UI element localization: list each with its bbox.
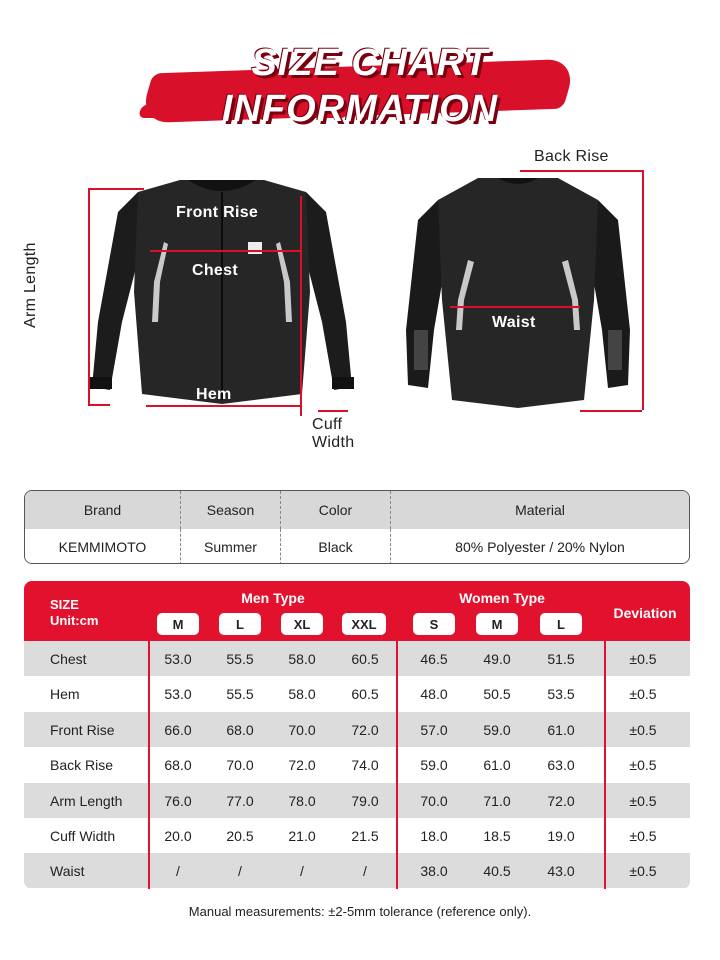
info-header-color: Color — [281, 491, 391, 529]
deviation-cell: ±0.5 — [629, 863, 657, 880]
info-header-season: Season — [181, 491, 281, 529]
info-material: 80% Polyester / 20% Nylon — [455, 539, 625, 555]
women-value-cell: 48.0 — [420, 686, 448, 703]
size-table — [24, 581, 690, 889]
women-value-cell: 51.5 — [547, 651, 575, 667]
table-row — [24, 818, 690, 853]
front-rise-line — [300, 196, 302, 416]
size-unit-label — [50, 597, 98, 629]
waist-label: Waist — [492, 314, 536, 331]
table-row — [24, 783, 690, 818]
size-label: SIZE — [50, 597, 79, 612]
row-label: Waist — [50, 863, 85, 880]
back-rise-bottom — [580, 410, 642, 412]
chest-label: Chest — [192, 262, 238, 279]
info-brand: KEMMIMOTO — [25, 529, 181, 564]
unit-label: Unit:cm — [50, 613, 99, 628]
women-value-cell: 19.0 — [547, 828, 575, 844]
men-value-cell: / — [238, 863, 242, 880]
cuff-width-label-1: Cuff — [312, 416, 343, 433]
men-value-cell: 76.0 — [164, 792, 192, 809]
hem-label: Hem — [196, 386, 232, 403]
row-label: Cuff Width — [50, 828, 116, 844]
men-value-cell: / — [176, 863, 180, 880]
women-type-title: Women Type — [459, 590, 545, 606]
info-season: Summer — [181, 529, 281, 564]
chest-line — [150, 250, 300, 252]
back-rise-label: Back Rise — [534, 148, 609, 165]
men-value-cell: 72.0 — [351, 721, 379, 738]
men-value-cell: 77.0 — [226, 792, 254, 809]
row-label: Hem — [50, 686, 80, 703]
men-value-cell: 55.5 — [226, 686, 254, 703]
women-size-m: M — [476, 613, 518, 635]
row-label: Arm Length — [50, 792, 123, 809]
deviation-cell: ±0.5 — [629, 686, 657, 703]
men-value-cell: 21.5 — [351, 828, 379, 844]
men-value-cell: 58.0 — [288, 651, 316, 667]
hem-line — [146, 405, 300, 407]
cuff-width-line — [318, 410, 348, 412]
back-jacket-image — [398, 170, 638, 410]
title-line-2: INFORMATION — [221, 88, 499, 130]
waist-line — [450, 306, 580, 308]
info-header-material: Material — [515, 502, 565, 518]
arm-length-line — [88, 188, 90, 406]
info-header-row — [25, 491, 689, 529]
men-value-cell: 20.5 — [226, 828, 254, 844]
info-header-brand: Brand — [25, 491, 181, 529]
row-label: Back Rise — [50, 757, 114, 774]
men-value-cell: 58.0 — [288, 686, 316, 703]
deviation-cell: ±0.5 — [629, 828, 657, 844]
deviation-cell: ±0.5 — [629, 792, 657, 809]
men-value-cell: 66.0 — [164, 721, 192, 738]
arm-length-label: Arm Length — [22, 242, 39, 328]
women-value-cell: 43.0 — [547, 863, 575, 880]
deviation-cell: ±0.5 — [629, 757, 657, 774]
table-row — [24, 747, 690, 782]
women-value-cell: 18.5 — [483, 828, 511, 844]
cuff-width-label-2: Width — [312, 434, 355, 451]
men-value-cell: 79.0 — [351, 792, 379, 809]
men-size-xl: XL — [281, 613, 323, 635]
men-value-cell: 20.0 — [164, 828, 192, 844]
women-value-cell: 49.0 — [483, 651, 511, 667]
women-size-l: L — [540, 613, 582, 635]
women-value-cell: 38.0 — [420, 863, 448, 880]
table-row — [24, 641, 690, 676]
men-value-cell: 78.0 — [288, 792, 316, 809]
back-rise-top — [520, 170, 642, 172]
women-value-cell: 50.5 — [483, 686, 511, 703]
back-rise-line — [642, 170, 644, 410]
footnote: Manual measurements: ±2-5mm tolerance (reference only). — [188, 904, 532, 919]
men-value-cell: 70.0 — [288, 721, 316, 738]
women-value-cell: 59.0 — [483, 721, 511, 738]
men-value-cell: 60.5 — [351, 686, 379, 703]
women-value-cell: 40.5 — [483, 863, 511, 880]
deviation-cell: ±0.5 — [629, 651, 657, 667]
divider-men-women — [396, 581, 398, 889]
women-value-cell: 53.5 — [547, 686, 575, 703]
men-value-cell: 60.5 — [351, 651, 379, 667]
row-label: Chest — [50, 651, 87, 667]
deviation-cell: ±0.5 — [629, 721, 657, 738]
men-value-cell: 68.0 — [226, 721, 254, 738]
men-value-cell: / — [363, 863, 367, 880]
table-row — [24, 853, 690, 888]
men-size-l: L — [219, 613, 261, 635]
women-value-cell: 61.0 — [547, 721, 575, 738]
women-value-cell: 71.0 — [483, 792, 511, 809]
size-table-header — [24, 581, 690, 641]
women-value-cell: 46.5 — [420, 651, 448, 667]
men-value-cell: 53.0 — [164, 686, 192, 703]
women-value-cell: 59.0 — [420, 757, 448, 774]
men-type-title: Men Type — [241, 590, 305, 606]
women-value-cell: 63.0 — [547, 757, 575, 774]
women-value-cell: 61.0 — [483, 757, 511, 774]
men-value-cell: 68.0 — [164, 757, 192, 774]
women-value-cell: 18.0 — [420, 828, 448, 844]
men-value-cell: 53.0 — [164, 651, 192, 667]
men-value-cell: 21.0 — [288, 828, 316, 844]
men-size-m: M — [157, 613, 199, 635]
women-value-cell: 72.0 — [547, 792, 575, 809]
arm-length-top — [88, 188, 144, 190]
info-color: Black — [281, 529, 391, 564]
women-value-cell: 57.0 — [420, 721, 448, 738]
divider-deviation — [604, 581, 606, 889]
men-size-xxl: XXL — [342, 613, 386, 635]
title-banner — [140, 38, 580, 138]
men-value-cell: 70.0 — [226, 757, 254, 774]
men-value-cell: 55.5 — [226, 651, 254, 667]
front-rise-label: Front Rise — [176, 204, 259, 221]
product-info-table — [24, 490, 690, 564]
deviation-title: Deviation — [613, 605, 677, 621]
divider-label — [148, 641, 150, 889]
men-value-cell: 72.0 — [288, 757, 316, 774]
men-value-cell: 74.0 — [351, 757, 379, 774]
table-row — [24, 676, 690, 711]
info-value-row — [25, 529, 689, 564]
men-value-cell: / — [300, 863, 304, 880]
women-size-s: S — [413, 613, 455, 635]
table-row — [24, 712, 690, 747]
title-line-1: SIZE CHART — [251, 42, 489, 84]
row-label: Front Rise — [50, 721, 115, 738]
arm-length-bottom — [88, 404, 110, 406]
women-value-cell: 70.0 — [420, 792, 448, 809]
